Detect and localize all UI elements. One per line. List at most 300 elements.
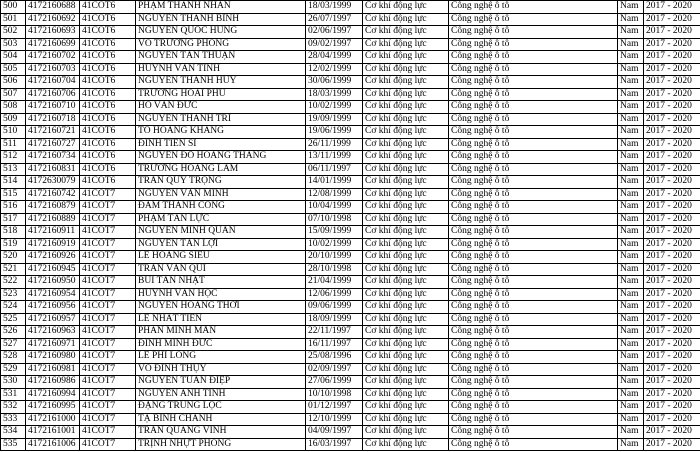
class-code-cell: 41COT7 <box>80 226 136 239</box>
gender-cell: Nam <box>618 101 644 114</box>
row-number-cell: 527 <box>1 338 26 351</box>
faculty-cell: Cơ khí động lực <box>363 413 449 426</box>
faculty-cell: Cơ khí động lực <box>363 401 449 414</box>
student-id-cell: 4172160693 <box>26 26 80 39</box>
major-cell: Công nghệ ô tô <box>449 13 618 26</box>
student-id-cell: 4172161001 <box>26 426 80 439</box>
table-row <box>1 26 700 39</box>
table-row <box>1 151 700 164</box>
student-name-cell: LÊ HOÀNG SIÊU <box>136 251 306 264</box>
major-cell: Công nghệ ô tô <box>449 126 618 139</box>
row-number-cell: 517 <box>1 213 26 226</box>
table-row <box>1 288 700 301</box>
school-year-cell: 2017 - 2020 <box>644 363 700 376</box>
birth-date-cell: 13/11/1999 <box>306 151 363 164</box>
school-year-cell: 2017 - 2020 <box>644 38 700 51</box>
birth-date-cell: 16/03/1997 <box>306 438 363 451</box>
student-id-cell: 4172160734 <box>26 151 80 164</box>
table-row <box>1 238 700 251</box>
student-id-cell: 4172160703 <box>26 63 80 76</box>
student-name-cell: NGUYỄN THANH HUY <box>136 76 306 89</box>
row-number-cell: 525 <box>1 313 26 326</box>
school-year-cell: 2017 - 2020 <box>644 251 700 264</box>
birth-date-cell: 28/04/1999 <box>306 51 363 64</box>
gender-cell: Nam <box>618 238 644 251</box>
birth-date-cell: 09/06/1999 <box>306 301 363 314</box>
student-name-cell: ĐINH MINH ĐỨC <box>136 338 306 351</box>
student-id-cell: 4172160831 <box>26 163 80 176</box>
student-name-cell: NGUYỄN HOÀNG THỜI <box>136 301 306 314</box>
major-cell: Công nghệ ô tô <box>449 113 618 126</box>
class-code-cell: 41COT7 <box>80 238 136 251</box>
row-number-cell: 507 <box>1 88 26 101</box>
row-number-cell: 520 <box>1 251 26 264</box>
gender-cell: Nam <box>618 76 644 89</box>
table-row <box>1 351 700 364</box>
student-name-cell: NGUYỄN TUẤN ĐIỆP <box>136 376 306 389</box>
birth-date-cell: 26/07/1997 <box>306 13 363 26</box>
class-code-cell: 41COT7 <box>80 351 136 364</box>
class-code-cell: 41COT6 <box>80 113 136 126</box>
row-number-cell: 533 <box>1 413 26 426</box>
table-row <box>1 88 700 101</box>
table-row <box>1 251 700 264</box>
class-code-cell: 41COT7 <box>80 438 136 451</box>
table-row <box>1 326 700 339</box>
student-name-cell: NGUYỄN QUỐC HÙNG <box>136 26 306 39</box>
class-code-cell: 41COT6 <box>80 76 136 89</box>
major-cell: Công nghệ ô tô <box>449 76 618 89</box>
student-id-cell: 4172160879 <box>26 201 80 214</box>
faculty-cell: Cơ khí động lực <box>363 438 449 451</box>
birth-date-cell: 27/06/1999 <box>306 376 363 389</box>
gender-cell: Nam <box>618 363 644 376</box>
major-cell: Công nghệ ô tô <box>449 413 618 426</box>
major-cell: Công nghệ ô tô <box>449 238 618 251</box>
major-cell: Công nghệ ô tô <box>449 226 618 239</box>
table-row <box>1 138 700 151</box>
gender-cell: Nam <box>618 26 644 39</box>
class-code-cell: 41COT7 <box>80 288 136 301</box>
birth-date-cell: 01/12/1997 <box>306 401 363 414</box>
student-name-cell: TRẦN VĂN QUÍ <box>136 263 306 276</box>
row-number-cell: 535 <box>1 438 26 451</box>
school-year-cell: 2017 - 2020 <box>644 63 700 76</box>
student-name-cell: TRẦN QUÝ TRỌNG <box>136 176 306 189</box>
table-row <box>1 426 700 439</box>
gender-cell: Nam <box>618 201 644 214</box>
table-row <box>1 413 700 426</box>
table-row <box>1 76 700 89</box>
student-name-cell: ĐÀM THÀNH CÔNG <box>136 201 306 214</box>
gender-cell: Nam <box>618 338 644 351</box>
gender-cell: Nam <box>618 301 644 314</box>
faculty-cell: Cơ khí động lực <box>363 63 449 76</box>
table-row <box>1 101 700 114</box>
class-code-cell: 41COT6 <box>80 126 136 139</box>
row-number-cell: 511 <box>1 138 26 151</box>
major-cell: Công nghệ ô tô <box>449 163 618 176</box>
gender-cell: Nam <box>618 138 644 151</box>
major-cell: Công nghệ ô tô <box>449 263 618 276</box>
row-number-cell: 522 <box>1 276 26 289</box>
faculty-cell: Cơ khí động lực <box>363 276 449 289</box>
class-code-cell: 41COT7 <box>80 313 136 326</box>
birth-date-cell: 12/06/1999 <box>306 288 363 301</box>
gender-cell: Nam <box>618 263 644 276</box>
major-cell: Công nghệ ô tô <box>449 276 618 289</box>
table-row <box>1 363 700 376</box>
school-year-cell: 2017 - 2020 <box>644 76 700 89</box>
table-row <box>1 188 700 201</box>
class-code-cell: 41COT6 <box>80 151 136 164</box>
student-id-cell: 4172160702 <box>26 51 80 64</box>
school-year-cell: 2017 - 2020 <box>644 313 700 326</box>
row-number-cell: 532 <box>1 401 26 414</box>
faculty-cell: Cơ khí động lực <box>363 313 449 326</box>
table-row <box>1 1 700 14</box>
faculty-cell: Cơ khí động lực <box>363 201 449 214</box>
major-cell: Công nghệ ô tô <box>449 401 618 414</box>
faculty-cell: Cơ khí động lực <box>363 226 449 239</box>
student-name-cell: TRẦN QUANG VINH <box>136 426 306 439</box>
student-name-cell: ĐINH TIẾN SĨ <box>136 138 306 151</box>
birth-date-cell: 15/09/1999 <box>306 226 363 239</box>
school-year-cell: 2017 - 2020 <box>644 126 700 139</box>
faculty-cell: Cơ khí động lực <box>363 138 449 151</box>
major-cell: Công nghệ ô tô <box>449 313 618 326</box>
class-code-cell: 41COT7 <box>80 301 136 314</box>
birth-date-cell: 22/11/1997 <box>306 326 363 339</box>
student-id-cell: 4172160980 <box>26 351 80 364</box>
class-code-cell: 41COT7 <box>80 426 136 439</box>
table-row <box>1 313 700 326</box>
gender-cell: Nam <box>618 13 644 26</box>
student-id-cell: 4172160950 <box>26 276 80 289</box>
row-number-cell: 518 <box>1 226 26 239</box>
school-year-cell: 2017 - 2020 <box>644 13 700 26</box>
gender-cell: Nam <box>618 251 644 264</box>
birth-date-cell: 20/10/1999 <box>306 251 363 264</box>
class-code-cell: 41COT6 <box>80 1 136 14</box>
major-cell: Công nghệ ô tô <box>449 88 618 101</box>
school-year-cell: 2017 - 2020 <box>644 226 700 239</box>
class-code-cell: 41COT7 <box>80 376 136 389</box>
student-id-cell: 4172160919 <box>26 238 80 251</box>
class-code-cell: 41COT6 <box>80 176 136 189</box>
row-number-cell: 506 <box>1 76 26 89</box>
birth-date-cell: 04/09/1997 <box>306 426 363 439</box>
faculty-cell: Cơ khí động lực <box>363 113 449 126</box>
table-row <box>1 276 700 289</box>
student-name-cell: LÊ NHẤT TIẾN <box>136 313 306 326</box>
class-code-cell: 41COT7 <box>80 188 136 201</box>
birth-date-cell: 21/04/1999 <box>306 276 363 289</box>
birth-date-cell: 18/03/1999 <box>306 88 363 101</box>
student-id-cell: 4172160699 <box>26 38 80 51</box>
student-name-cell: NGUYỄN ĐỖ HOÀNG THẮNG <box>136 151 306 164</box>
gender-cell: Nam <box>618 351 644 364</box>
gender-cell: Nam <box>618 188 644 201</box>
table-row <box>1 388 700 401</box>
faculty-cell: Cơ khí động lực <box>363 251 449 264</box>
row-number-cell: 501 <box>1 13 26 26</box>
gender-cell: Nam <box>618 88 644 101</box>
birth-date-cell: 09/02/1997 <box>306 38 363 51</box>
class-code-cell: 41COT7 <box>80 276 136 289</box>
gender-cell: Nam <box>618 376 644 389</box>
student-id-cell: 4172160889 <box>26 213 80 226</box>
birth-date-cell: 12/08/1999 <box>306 188 363 201</box>
student-name-cell: TRỊNH NHỰT PHONG <box>136 438 306 451</box>
faculty-cell: Cơ khí động lực <box>363 188 449 201</box>
student-name-cell: TRƯƠNG HOÀNG LÂM <box>136 163 306 176</box>
student-id-cell: 4172160994 <box>26 388 80 401</box>
school-year-cell: 2017 - 2020 <box>644 213 700 226</box>
row-number-cell: 531 <box>1 388 26 401</box>
birth-date-cell: 18/03/1999 <box>306 1 363 14</box>
major-cell: Công nghệ ô tô <box>449 363 618 376</box>
row-number-cell: 521 <box>1 263 26 276</box>
major-cell: Công nghệ ô tô <box>449 301 618 314</box>
gender-cell: Nam <box>618 226 644 239</box>
class-code-cell: 41COT6 <box>80 26 136 39</box>
student-name-cell: NGUYỄN THANH TRÍ <box>136 113 306 126</box>
faculty-cell: Cơ khí động lực <box>363 426 449 439</box>
faculty-cell: Cơ khí động lực <box>363 38 449 51</box>
birth-date-cell: 12/02/1999 <box>306 63 363 76</box>
gender-cell: Nam <box>618 163 644 176</box>
faculty-cell: Cơ khí động lực <box>363 51 449 64</box>
school-year-cell: 2017 - 2020 <box>644 113 700 126</box>
school-year-cell: 2017 - 2020 <box>644 413 700 426</box>
gender-cell: Nam <box>618 426 644 439</box>
student-name-cell: TÔ HOÀNG KHANG <box>136 126 306 139</box>
faculty-cell: Cơ khí động lực <box>363 163 449 176</box>
student-name-cell: BÙI TẤN NHẬT <box>136 276 306 289</box>
student-id-cell: 4172160971 <box>26 338 80 351</box>
student-name-cell: PHẠM THANH NHÀN <box>136 1 306 14</box>
gender-cell: Nam <box>618 288 644 301</box>
table-row <box>1 126 700 139</box>
row-number-cell: 524 <box>1 301 26 314</box>
major-cell: Công nghệ ô tô <box>449 26 618 39</box>
faculty-cell: Cơ khí động lực <box>363 151 449 164</box>
table-row <box>1 13 700 26</box>
row-number-cell: 502 <box>1 26 26 39</box>
major-cell: Công nghệ ô tô <box>449 326 618 339</box>
student-id-cell: 4172160718 <box>26 113 80 126</box>
birth-date-cell: 10/02/1999 <box>306 101 363 114</box>
birth-date-cell: 26/11/1999 <box>306 138 363 151</box>
row-number-cell: 516 <box>1 201 26 214</box>
school-year-cell: 2017 - 2020 <box>644 26 700 39</box>
class-code-cell: 41COT6 <box>80 13 136 26</box>
class-code-cell: 41COT6 <box>80 138 136 151</box>
table-row <box>1 226 700 239</box>
student-name-cell: PHẠM TẤN LỰC <box>136 213 306 226</box>
student-name-cell: HỒ VĂN ĐỨC <box>136 101 306 114</box>
major-cell: Công nghệ ô tô <box>449 63 618 76</box>
class-code-cell: 41COT6 <box>80 88 136 101</box>
row-number-cell: 534 <box>1 426 26 439</box>
class-code-cell: 41COT7 <box>80 326 136 339</box>
student-id-cell: 4172160981 <box>26 363 80 376</box>
row-number-cell: 508 <box>1 101 26 114</box>
class-code-cell: 41COT7 <box>80 363 136 376</box>
birth-date-cell: 25/08/1996 <box>306 351 363 364</box>
school-year-cell: 2017 - 2020 <box>644 238 700 251</box>
school-year-cell: 2017 - 2020 <box>644 401 700 414</box>
row-number-cell: 528 <box>1 351 26 364</box>
birth-date-cell: 10/02/1999 <box>306 238 363 251</box>
table-row <box>1 213 700 226</box>
class-code-cell: 41COT6 <box>80 51 136 64</box>
school-year-cell: 2017 - 2020 <box>644 388 700 401</box>
student-id-cell: 4172160954 <box>26 288 80 301</box>
birth-date-cell: 06/11/1997 <box>306 163 363 176</box>
table-row <box>1 438 700 451</box>
birth-date-cell: 07/10/1998 <box>306 213 363 226</box>
class-code-cell: 41COT6 <box>80 101 136 114</box>
table-row <box>1 63 700 76</box>
row-number-cell: 513 <box>1 163 26 176</box>
table-row <box>1 401 700 414</box>
school-year-cell: 2017 - 2020 <box>644 1 700 14</box>
faculty-cell: Cơ khí động lực <box>363 101 449 114</box>
row-number-cell: 504 <box>1 51 26 64</box>
major-cell: Công nghệ ô tô <box>449 176 618 189</box>
school-year-cell: 2017 - 2020 <box>644 101 700 114</box>
school-year-cell: 2017 - 2020 <box>644 188 700 201</box>
student-name-cell: NGUYỄN MINH QUÂN <box>136 226 306 239</box>
major-cell: Công nghệ ô tô <box>449 201 618 214</box>
student-name-cell: TẠ BÌNH CHÁNH <box>136 413 306 426</box>
student-name-cell: VÕ ĐÌNH THỤY <box>136 363 306 376</box>
class-code-cell: 41COT7 <box>80 213 136 226</box>
gender-cell: Nam <box>618 413 644 426</box>
class-code-cell: 41COT7 <box>80 263 136 276</box>
class-code-cell: 41COT6 <box>80 163 136 176</box>
student-name-cell: NGUYỄN THANH BÌNH <box>136 13 306 26</box>
major-cell: Công nghệ ô tô <box>449 151 618 164</box>
table-row <box>1 113 700 126</box>
row-number-cell: 500 <box>1 1 26 14</box>
student-id-cell: 4172160688 <box>26 1 80 14</box>
faculty-cell: Cơ khí động lực <box>363 213 449 226</box>
gender-cell: Nam <box>618 388 644 401</box>
student-id-cell: 4172160721 <box>26 126 80 139</box>
faculty-cell: Cơ khí động lực <box>363 338 449 351</box>
faculty-cell: Cơ khí động lực <box>363 26 449 39</box>
student-id-cell: 4172160704 <box>26 76 80 89</box>
class-code-cell: 41COT6 <box>80 63 136 76</box>
student-id-cell: 4172160706 <box>26 88 80 101</box>
student-name-cell: VÕ TRƯỜNG PHONG <box>136 38 306 51</box>
faculty-cell: Cơ khí động lực <box>363 238 449 251</box>
major-cell: Công nghệ ô tô <box>449 188 618 201</box>
gender-cell: Nam <box>618 213 644 226</box>
birth-date-cell: 12/10/1999 <box>306 413 363 426</box>
school-year-cell: 2017 - 2020 <box>644 376 700 389</box>
school-year-cell: 2017 - 2020 <box>644 151 700 164</box>
student-name-cell: HUỲNH VĂN TÌNH <box>136 63 306 76</box>
student-id-cell: 4172161006 <box>26 438 80 451</box>
student-id-cell: 4172160957 <box>26 313 80 326</box>
birth-date-cell: 30/06/1999 <box>306 76 363 89</box>
birth-date-cell: 10/04/1999 <box>306 201 363 214</box>
birth-date-cell: 19/06/1999 <box>306 126 363 139</box>
major-cell: Công nghệ ô tô <box>449 38 618 51</box>
faculty-cell: Cơ khí động lực <box>363 76 449 89</box>
faculty-cell: Cơ khí động lực <box>363 351 449 364</box>
faculty-cell: Cơ khí động lực <box>363 376 449 389</box>
major-cell: Công nghệ ô tô <box>449 251 618 264</box>
birth-date-cell: 18/09/1999 <box>306 313 363 326</box>
major-cell: Công nghệ ô tô <box>449 101 618 114</box>
student-id-cell: 4172160911 <box>26 226 80 239</box>
school-year-cell: 2017 - 2020 <box>644 201 700 214</box>
school-year-cell: 2017 - 2020 <box>644 351 700 364</box>
student-name-cell: ĐẶNG TRUNG LỘC <box>136 401 306 414</box>
faculty-cell: Cơ khí động lực <box>363 301 449 314</box>
class-code-cell: 41COT7 <box>80 338 136 351</box>
student-name-cell: TRƯƠNG HOÀI PHÚ <box>136 88 306 101</box>
row-number-cell: 519 <box>1 238 26 251</box>
school-year-cell: 2017 - 2020 <box>644 426 700 439</box>
table-row <box>1 263 700 276</box>
school-year-cell: 2017 - 2020 <box>644 338 700 351</box>
faculty-cell: Cơ khí động lực <box>363 263 449 276</box>
student-id-cell: 4172161000 <box>26 413 80 426</box>
gender-cell: Nam <box>618 313 644 326</box>
student-id-cell: 4172160926 <box>26 251 80 264</box>
school-year-cell: 2017 - 2020 <box>644 301 700 314</box>
table-row <box>1 163 700 176</box>
gender-cell: Nam <box>618 113 644 126</box>
student-id-cell: 4172160995 <box>26 401 80 414</box>
gender-cell: Nam <box>618 63 644 76</box>
student-name-cell: NGUYỄN ANH TÍNH <box>136 388 306 401</box>
row-number-cell: 529 <box>1 363 26 376</box>
birth-date-cell: 19/09/1999 <box>306 113 363 126</box>
major-cell: Công nghệ ô tô <box>449 438 618 451</box>
school-year-cell: 2017 - 2020 <box>644 51 700 64</box>
student-name-cell: NGUYỄN TẤN THUẬN <box>136 51 306 64</box>
gender-cell: Nam <box>618 176 644 189</box>
row-number-cell: 510 <box>1 126 26 139</box>
row-number-cell: 515 <box>1 188 26 201</box>
gender-cell: Nam <box>618 401 644 414</box>
table-row <box>1 301 700 314</box>
birth-date-cell: 10/10/1998 <box>306 388 363 401</box>
school-year-cell: 2017 - 2020 <box>644 163 700 176</box>
birth-date-cell: 28/10/1998 <box>306 263 363 276</box>
table-row <box>1 38 700 51</box>
student-name-cell: NGUYỄN TẤN LỢI <box>136 238 306 251</box>
school-year-cell: 2017 - 2020 <box>644 288 700 301</box>
major-cell: Công nghệ ô tô <box>449 351 618 364</box>
row-number-cell: 526 <box>1 326 26 339</box>
student-id-cell: 4172160963 <box>26 326 80 339</box>
student-id-cell: 4172160956 <box>26 301 80 314</box>
student-id-cell: 4172160727 <box>26 138 80 151</box>
gender-cell: Nam <box>618 438 644 451</box>
table-row <box>1 176 700 189</box>
row-number-cell: 512 <box>1 151 26 164</box>
class-code-cell: 41COT7 <box>80 201 136 214</box>
major-cell: Công nghệ ô tô <box>449 1 618 14</box>
